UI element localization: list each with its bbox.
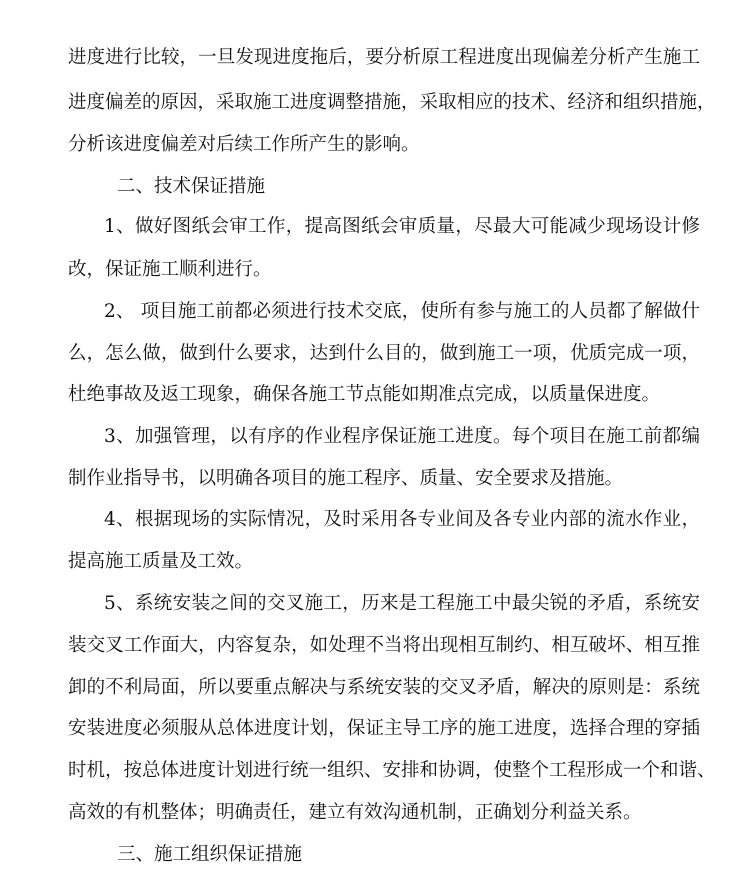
item-3-line: 制作业指导书，以明确各项目的施工程序、质量、安全要求及措施。 bbox=[68, 468, 624, 489]
item-3-line: 3、加强管理，以有序的作业程序保证施工进度。每个项目在施工前都编 bbox=[104, 426, 700, 447]
intro-line: 进度偏差的原因，采取施工进度调整措施，采取相应的技术、经济和组织措施， bbox=[68, 92, 716, 113]
section-heading-technical: 二、技术保证措施 bbox=[117, 176, 266, 197]
item-5-line: 5、系统安装之间的交叉施工，历来是工程施工中最尖锐的矛盾，系统安 bbox=[104, 593, 700, 614]
intro-line: 进度进行比较，一旦发现进度拖后，要分析原工程进度出现偏差分析产生施工 bbox=[68, 47, 700, 68]
item-5-line: 装交叉工作面大，内容复杂，如处理不当将出现相互制约、相互破坏、相互推 bbox=[68, 635, 700, 656]
section-heading-organization: 三、施工组织保证措施 bbox=[117, 844, 303, 865]
item-5-line: 时机，按总体进度计划进行统一组织、安排和协调，使整个工程形成一个和谐、 bbox=[68, 760, 716, 781]
item-2-line: 么，怎么做，做到什么要求，达到什么目的，做到施工一项，优质完成一项， bbox=[68, 343, 700, 364]
item-5-line: 安装进度必须服从总体进度计划，保证主导工序的施工进度，选择合理的穿插 bbox=[68, 718, 700, 739]
item-4-line: 4、根据现场的实际情况，及时采用各专业间及各专业内部的流水作业， bbox=[104, 509, 700, 530]
item-5-line: 卸的不利局面，所以要重点解决与系统安装的交叉矛盾，解决的原则是：系统 bbox=[68, 677, 700, 698]
item-5-line: 高效的有机整体；明确责任，建立有效沟通机制，正确划分利益关系。 bbox=[68, 802, 642, 823]
item-2-line: 2、 项目施工前都必须进行技术交底，使所有参与施工的人员都了解做什 bbox=[104, 301, 700, 322]
intro-line: 分析该进度偏差对后续工作所产生的影响。 bbox=[68, 134, 420, 155]
item-2-line: 杜绝事故及返工现象，确保各施工节点能如期准点完成，以质量保进度。 bbox=[68, 384, 661, 405]
item-1-line: 1、做好图纸会审工作，提高图纸会审质量，尽最大可能减少现场设计修 bbox=[104, 216, 700, 237]
item-4-line: 提高施工质量及工效。 bbox=[68, 551, 254, 572]
item-1-line: 改，保证施工顺利进行。 bbox=[68, 259, 272, 280]
